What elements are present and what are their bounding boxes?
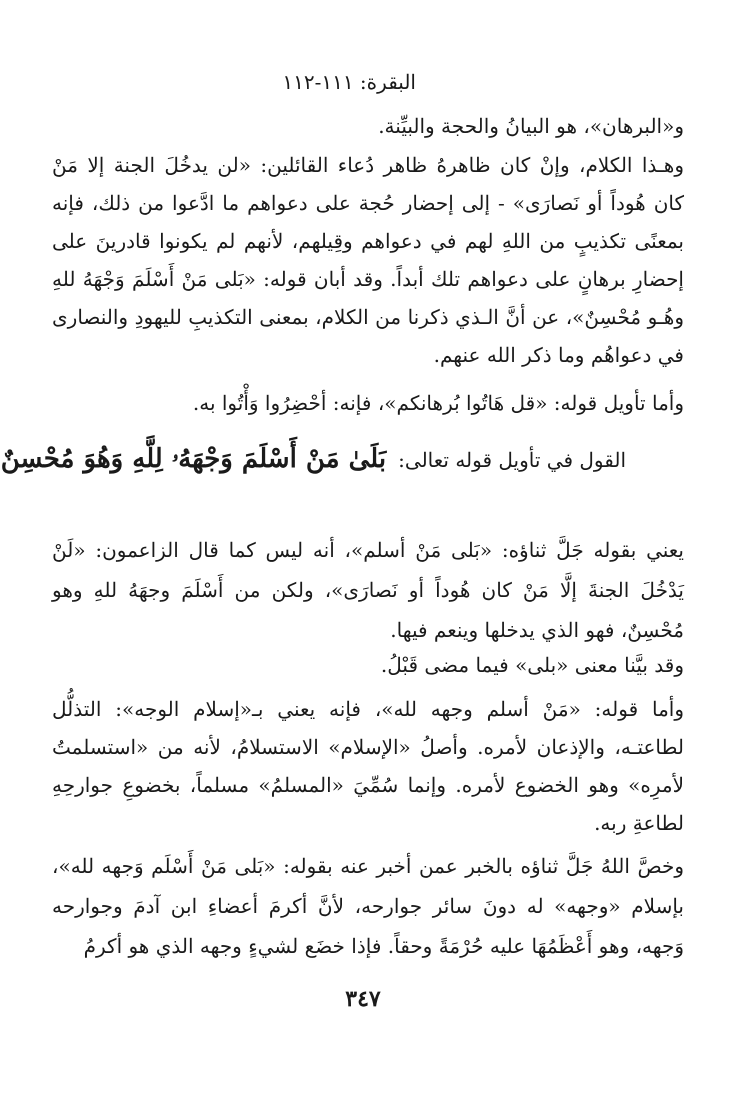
section-heading-lead: القول في تأويل قوله تعالى: <box>398 448 626 472</box>
paragraph-text: وخصَّ اللهُ جَلَّ ثناؤه بالخبر عمن أخبر عنه بقوله: «بَلى مَنْ أَسْلَم وَجهه لله»، بإسلام «وجهه» له دونَ سائر جوارحه، لأنَّ أكرمَ أعضاءِ ابن آدمَ وجوارحه وَجهه، وهو أَعْظَمُهَا عليه حُرْمَةً وحقاً. فإذا خضَع لشيءٍ وجهه الذي هو أكرمُ <box>52 854 684 958</box>
paragraph-bala-meaning <box>52 646 684 684</box>
section-heading <box>1 444 626 475</box>
paragraph-text: وهـذا الكلام، وإنْ كان ظاهرهُ ظاهر دُعاء القائلين: «لن يدخُلَ الجنة إلا مَنْ كان هُوداً أو نَصارَى» - إلى إحضار حُجة على دعواهم ما ادَّعوا من ذلك، فإنه بمعنًى تكذيبٍ من اللهِ لهم في دعواهم وقِيلهم، لأنهم لم يكونوا قادرينَ على إحضارِ برهانٍ على دعواهم تلك أبداً. وقد أبان قوله: «بَلى مَنْ أَسْلَمَ وَجْهَهُ للهِ وهُـو مُحْسِنٌ»، عن أنَّ الـذي ذكرنا من الكلام، بمعنى التكذيبِ لليهودِ والنصارى في دعواهُم وما ذكر الله عنهم. <box>52 153 684 367</box>
running-header: البقرة: ١١١-١١٢ <box>282 70 416 94</box>
paragraph-islam-alwajh <box>52 690 684 842</box>
quran-verse-title: بَلَىٰ مَنْ أَسْلَمَ وَجْهَهُۥ لِلَّهِ وَهُوَ مُحْسِنٌ <box>0 444 387 474</box>
paragraph-text: وقد بيَّنا معنى «بلى» فيما مضى قَبْلُ. <box>380 653 684 677</box>
paragraph-burhan-definition <box>52 106 684 146</box>
paragraph-hatu-burhanakum <box>52 384 684 422</box>
paragraph-text: وأما تأويل قوله: «قل هَاتُوا بُرهانكم»، فإنه: أحْضِرُوا وَأْتُوا به. <box>192 391 684 415</box>
paragraph-text: يعني بقوله جَلَّ ثناؤه: «بَلى مَنْ أسلم»، أنه ليس كما قال الزاعمون: «لَنْ يَدْخُلَ الجنةَ إلَّا مَنْ كان هُوداً أو نَصارَى»، ولكن من أَسْلَمَ وجهَهُ للهِ وهو مُحْسِنٌ، فهو الذي يدخلها وينعم فيها. <box>52 538 684 642</box>
paragraph-text: وأما قوله: «مَنْ أسلم وجهه لله»، فإنه يعني بـ«إسلام الوجه»: التذلُّل لطاعتـه، والإذعان لأمره. وأصلُ «الإسلام» الاستسلامُ، لأنه من «استسلمتُ لأمرِه» وهو الخضوع لأمره. وإنما سُمِّيَ «المسلمُ» مسلماً، بخضوعِ جوارحِهِ لطاعةِ ربه. <box>52 697 684 835</box>
page-number: ٣٤٧ <box>345 986 381 1012</box>
paragraph-claim-refutation <box>52 146 684 374</box>
paragraph-bala-explanation <box>52 530 684 650</box>
paragraph-face-honor <box>52 846 684 966</box>
paragraph-text: و«البرهان»، هو البيانُ والحجة والبيِّنة. <box>378 114 684 138</box>
